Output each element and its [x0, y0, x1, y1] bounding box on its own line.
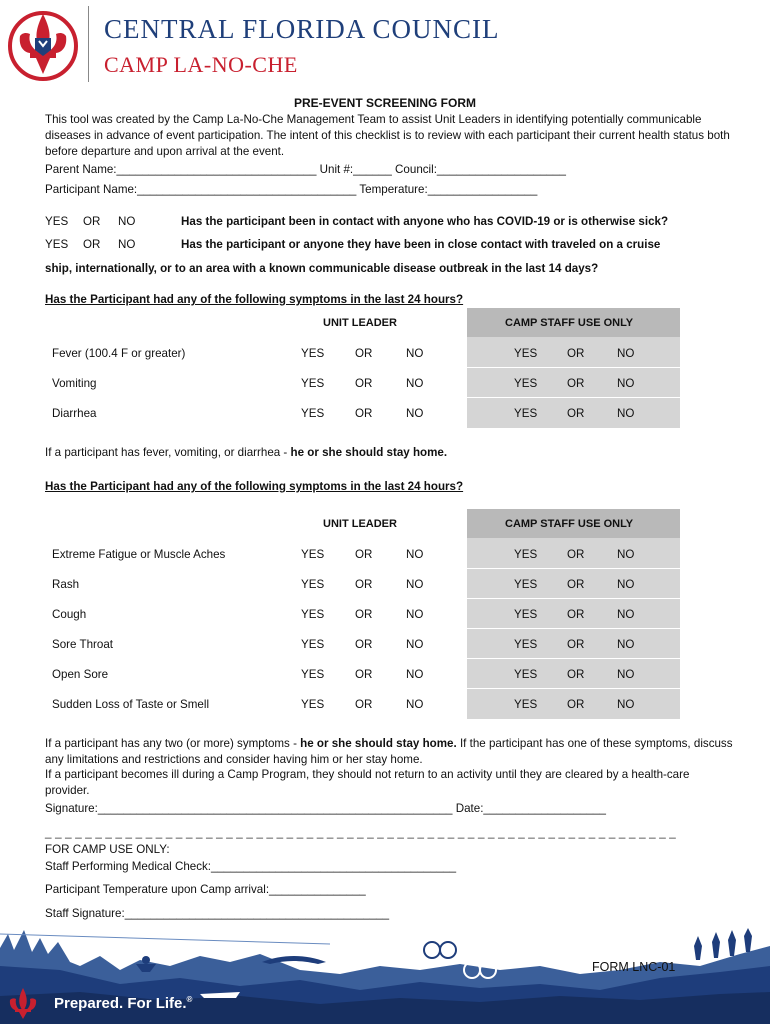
unit-yes-option[interactable]: YES: [301, 377, 325, 390]
unit-no-option[interactable]: NO: [406, 377, 424, 390]
form-id: FORM LNC-01: [592, 960, 676, 974]
unit-leader-header: UNIT LEADER: [323, 317, 397, 329]
illness-note: If a participant becomes ill during a Camp Program, they should not return to an activity until they are cleared by a health-care provider.: [45, 768, 690, 797]
camp-yes-option[interactable]: YES: [514, 698, 538, 711]
camp-or-label: OR: [567, 347, 585, 360]
symptom-row: [45, 689, 680, 719]
unit-yes-option[interactable]: YES: [301, 407, 325, 420]
intro-text: This tool was created by the Camp La-No-Che Management Team to assist Unit Leaders in identifying potentially communicable diseases in advance of event participation. The intent of this checklist is to review with each participant their current health status both before departure and upon arrival at the event.: [45, 113, 730, 158]
no-option[interactable]: NO: [118, 215, 136, 228]
fleur-de-lis-icon: [6, 6, 80, 86]
symptom-row: [45, 599, 680, 629]
form-title: PRE-EVENT SCREENING FORM: [293, 96, 476, 110]
symptom-row: [45, 539, 680, 569]
camp-no-option[interactable]: NO: [617, 578, 635, 591]
question-1: [45, 215, 669, 228]
camp-no-option[interactable]: NO: [617, 377, 635, 390]
unit-no-option[interactable]: NO: [406, 578, 424, 591]
symptom-label: Rash: [52, 578, 80, 591]
unit-no-option[interactable]: NO: [406, 608, 424, 621]
unit-yes-option[interactable]: YES: [301, 698, 325, 711]
symptom-row: [45, 659, 680, 689]
camp-or-label: OR: [567, 698, 585, 711]
unit-yes-option[interactable]: YES: [301, 668, 325, 681]
participant-name-field[interactable]: Participant Name:__________________________________ Temperature:_________________: [45, 183, 538, 196]
symptom-label: Cough: [52, 608, 87, 621]
unit-yes-option[interactable]: YES: [301, 548, 325, 561]
unit-no-option[interactable]: NO: [406, 548, 424, 561]
unit-or-label: OR: [355, 377, 373, 390]
camp-or-label: OR: [567, 548, 585, 561]
camp-use-title: FOR CAMP USE ONLY:: [45, 843, 170, 856]
no-option[interactable]: NO: [118, 238, 136, 251]
unit-or-label: OR: [355, 347, 373, 360]
or-label: OR: [83, 215, 101, 228]
camp-no-option[interactable]: NO: [617, 548, 635, 561]
camp-yes-option[interactable]: YES: [514, 407, 538, 420]
camp-or-label: OR: [567, 578, 585, 591]
question-2-text: Has the participant or anyone they have been in close contact with traveled on a cruise: [181, 238, 661, 251]
yes-option[interactable]: YES: [45, 215, 69, 228]
camp-no-option[interactable]: NO: [617, 407, 635, 420]
unit-or-label: OR: [355, 407, 373, 420]
signature-field[interactable]: Signature:_______________________________________________________ Date:___________________: [45, 802, 606, 815]
unit-yes-option[interactable]: YES: [301, 608, 325, 621]
section1-heading: Has the Participant had any of the following symptoms in the last 24 hours?: [45, 293, 464, 306]
yes-option[interactable]: YES: [45, 238, 69, 251]
unit-or-label: OR: [355, 638, 373, 651]
slogan-text: Prepared. For Life.: [54, 995, 187, 1012]
footer-logo: [4, 986, 42, 1020]
unit-yes-option[interactable]: YES: [301, 638, 325, 651]
question-2-continuation: ship, internationally, or to an area with a known communicable disease outbreak in the last 14 days?: [45, 262, 599, 275]
note-text: If a participant has fever, vomiting, or diarrhea -: [45, 446, 291, 459]
symptom-label: Diarrhea: [52, 407, 97, 420]
camp-or-label: OR: [567, 668, 585, 681]
symptom-table-1: [45, 308, 680, 428]
camp-yes-option[interactable]: YES: [514, 377, 538, 390]
header-divider: [88, 6, 89, 82]
parent-name-field[interactable]: Parent Name:_______________________________ Unit #:______ Council:____________________: [45, 163, 566, 176]
camp-or-label: OR: [567, 407, 585, 420]
fleur-de-lis-icon: [4, 986, 42, 1020]
camp-yes-option[interactable]: YES: [514, 668, 538, 681]
unit-no-option[interactable]: NO: [406, 347, 424, 360]
camp-no-option[interactable]: NO: [617, 638, 635, 651]
note-text-cont: If the participant has one of these symptoms, discuss any limitations and restrictions and consider having him or her stay home.: [45, 737, 733, 766]
camp-or-label: OR: [567, 638, 585, 651]
staff-signature-field[interactable]: Staff Signature:_________________________________________: [45, 907, 390, 920]
symptom-label: Sudden Loss of Taste or Smell: [52, 698, 210, 711]
unit-or-label: OR: [355, 608, 373, 621]
unit-leader-header: UNIT LEADER: [323, 518, 397, 530]
symptom-label: Open Sore: [52, 668, 109, 681]
unit-or-label: OR: [355, 668, 373, 681]
camp-yes-option[interactable]: YES: [514, 608, 538, 621]
arrival-temp-field[interactable]: Participant Temperature upon Camp arrival:_______________: [45, 883, 366, 896]
symptom-label: Vomiting: [52, 377, 97, 390]
symptom-label: Extreme Fatigue or Muscle Aches: [52, 548, 226, 561]
symptom-row: [45, 629, 680, 659]
camp-no-option[interactable]: NO: [617, 698, 635, 711]
unit-yes-option[interactable]: YES: [301, 578, 325, 591]
slogan: [54, 995, 192, 1012]
symptom-row: [45, 569, 680, 599]
symptom-label: Sore Throat: [52, 638, 114, 651]
section2-heading: Has the Participant had any of the following symptoms in the last 24 hours?: [45, 480, 464, 493]
slogan-mark: ®: [186, 995, 193, 1004]
unit-or-label: OR: [355, 578, 373, 591]
section2-note: [45, 736, 735, 768]
question-2: [45, 238, 661, 251]
note-bold-text: he or she should stay home.: [290, 446, 448, 459]
symptom-label: Fever (100.4 F or greater): [52, 347, 186, 360]
question-1-text: Has the participant been in contact with anyone who has COVID-19 or is otherwise sick?: [181, 215, 669, 228]
or-label: OR: [83, 238, 101, 251]
staff-check-field[interactable]: Staff Performing Medical Check:______________________________________: [45, 860, 457, 873]
camp-or-label: OR: [567, 377, 585, 390]
unit-yes-option[interactable]: YES: [301, 347, 325, 360]
camp-yes-option[interactable]: YES: [514, 548, 538, 561]
section1-note: [45, 446, 447, 459]
camp-or-label: OR: [567, 608, 585, 621]
symptom-row: [45, 398, 680, 428]
unit-or-label: OR: [355, 548, 373, 561]
camp-no-option[interactable]: NO: [617, 668, 635, 681]
camp-yes-option[interactable]: YES: [514, 347, 538, 360]
bsa-logo: [6, 6, 80, 86]
symptom-row: [45, 368, 680, 398]
cut-divider: _ _ _ _ _ _ _ _ _ _ _ _ _ _ _ _ _ _ _ _ _ _ _ _ _ _ _ _ _ _ _ _ _ _ _ _ _ _ _ _ _ _ _ _ _ _ _ _ _ _ _ _ _ _ _ _ _ _ _ _ _ _ _: [45, 826, 676, 839]
unit-no-option[interactable]: NO: [406, 668, 424, 681]
camp-yes-option[interactable]: YES: [514, 638, 538, 651]
camp-name: CAMP LA-NO-CHE: [104, 52, 298, 77]
unit-or-label: OR: [355, 698, 373, 711]
camp-no-option[interactable]: NO: [617, 608, 635, 621]
camp-yes-option[interactable]: YES: [514, 578, 538, 591]
note-bold-text: he or she should stay home.: [300, 737, 457, 750]
camp-staff-header: CAMP STAFF USE ONLY: [505, 518, 634, 530]
camp-no-option[interactable]: NO: [617, 347, 635, 360]
unit-no-option[interactable]: NO: [406, 698, 424, 711]
council-name: CENTRAL FLORIDA COUNCIL: [104, 14, 500, 44]
unit-no-option[interactable]: NO: [406, 407, 424, 420]
symptom-row: [45, 338, 680, 368]
symptom-table-2: [45, 509, 680, 719]
camp-staff-header: CAMP STAFF USE ONLY: [505, 317, 634, 329]
note-text: If a participant has any two (or more) symptoms -: [45, 737, 301, 750]
unit-no-option[interactable]: NO: [406, 638, 424, 651]
